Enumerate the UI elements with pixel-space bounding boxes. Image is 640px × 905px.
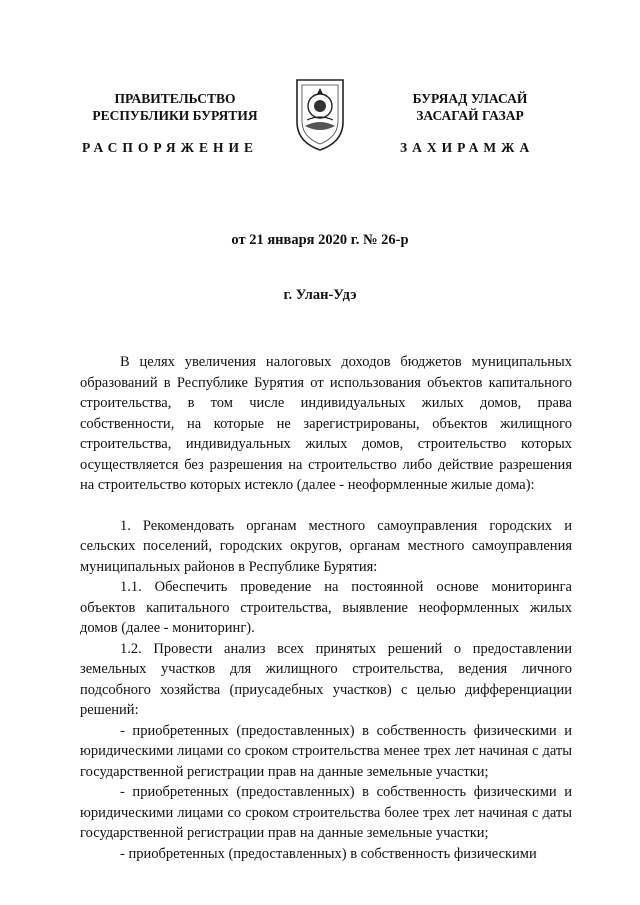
header-left-line2: РЕСПУБЛИКИ БУРЯТИЯ [92, 108, 258, 123]
header-right [380, 90, 560, 124]
header-right-line1: БУРЯАД УЛАСАЙ [412, 91, 528, 106]
header-right-line2: ЗАСАГАЙ ГАЗАР [416, 108, 524, 123]
paragraph-item-1: 1. Рекомендовать органам местного самоуправления городских и сельских поселений, городских округов, органам местного самоуправления муниципальных районов в Республике Бурятия: [80, 517, 572, 575]
doc-type-left: РАСПОРЯЖЕНИЕ [82, 140, 259, 155]
paragraph-preamble: В целях увеличения налоговых доходов бюджетов муниципальных образований в Республике Бурятия от использования объектов капитального строительства, в том числе индивидуальных жилых домов, права собственности, на которые не зарегистрированы, объектов жилищного строительства, индивидуальных жилых домов, строительство которых осуществляется без разрешения на строительство либо действие разрешения на строительство которых истекло (далее - неоформленные жилые дома): [80, 354, 572, 493]
coat-of-arms-icon [293, 76, 347, 152]
header-left [80, 90, 270, 124]
document-date: от 21 января 2020 г. № 26-р [231, 232, 409, 248]
document-body [80, 352, 572, 864]
document-city: г. Улан-Удэ [283, 287, 357, 303]
paragraph-item-1-2: 1.2. Провести анализ всех принятых решений о предоставлении земельных участков для жилищного строительства, ведения личного подсобного хозяйства (приусадебных участков) с целью дифференциации решений: [80, 640, 572, 718]
paragraph-bullet-2: - приобретенных (предоставленных) в собственность физическими и юридическими лицами со сроком строительства более трех лет начиная с даты государственной регистрации прав на данные земельные участки; [80, 784, 572, 841]
paragraph-bullet-1: - приобретенных (предоставленных) в собственность физическими и юридическими лицами со сроком строительства менее трех лет начиная с даты государственной регистрации прав на данные земельные участки; [80, 722, 572, 780]
paragraph-bullet-3: - приобретенных (предоставленных) в собственность физическими [120, 845, 537, 862]
header-left-line1: ПРАВИТЕЛЬСТВО [114, 91, 236, 106]
paragraph-item-1-1: 1.1. Обеспечить проведение на постоянной основе мониторинга объектов капитального строительства, выявление неоформленных жилых домов (далее - мониторинг). [80, 579, 572, 636]
doc-type-right: ЗАХИРАМЖА [400, 140, 535, 155]
